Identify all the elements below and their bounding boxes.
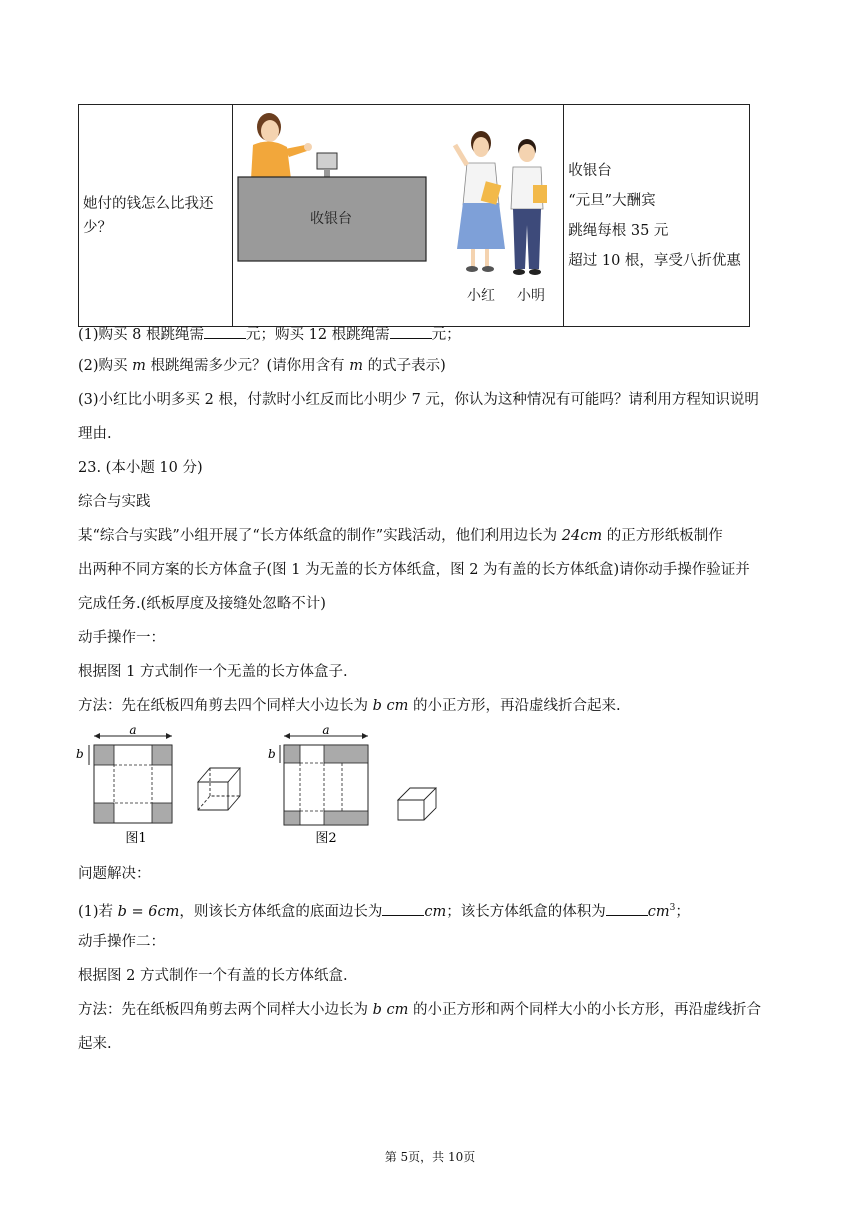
- xiaohong-label: 小红: [467, 288, 496, 304]
- fig2-caption: 图2: [315, 831, 337, 846]
- xiaohong-figure: [455, 131, 505, 272]
- sign-line: “元旦”大酬宾: [568, 192, 656, 209]
- register-icon: [317, 153, 337, 169]
- fig1-label-a: a: [129, 726, 137, 737]
- figure-1-net: [76, 726, 172, 846]
- shopping-scene-table: [78, 104, 750, 327]
- sign-line: 收银台: [568, 162, 612, 179]
- q22-part3-line1: (3)小红比小明多买 2 根，付款时小红反而比小明少 7 元，你认为这种情况有可能吗？请利用方程知识说明: [78, 392, 759, 408]
- answer-blank: [204, 324, 246, 339]
- scene-illustration-cell: [233, 105, 564, 327]
- op2-title: 动手操作二：: [78, 934, 165, 950]
- answer-blank: [382, 901, 424, 916]
- q23-topic: 综合与实践: [78, 494, 151, 510]
- solve-title: 问题解决：: [78, 866, 151, 882]
- box-net-figures: [72, 726, 472, 850]
- q23-intro-line1: 某“综合与实践”小组开展了“长方体纸盒的制作”实践活动，他们利用边长为 24cm 的正方形纸板制作: [78, 528, 723, 544]
- q22-part1: (1)购买 8 根跳绳需 元；购买 12 根跳绳需 元；: [78, 324, 461, 345]
- answer-blank: [606, 901, 648, 916]
- q22-part2: (2)购买 m 根跳绳需多少元？(请你用含有 m 的式子表示): [78, 358, 446, 374]
- op1-text: 根据图 1 方式制作一个无盖的长方体盒子.: [78, 664, 348, 680]
- op1-method: 方法：先在纸板四角剪去四个同样大小边长为 b cm 的小正方形，再沿虚线折合起来.: [78, 698, 621, 714]
- cashier-scene-illustration: [233, 105, 563, 315]
- fig1-label-b: b: [76, 747, 84, 761]
- op2-method-line2: 起来.: [78, 1036, 112, 1052]
- closed-box-sketch: [398, 788, 436, 820]
- fig2-label-b: b: [268, 747, 276, 761]
- op2-method-line1: 方法：先在纸板四角剪去两个同样大小边长为 b cm 的小正方形和两个同样大小的小长方形，再沿虚线折合: [78, 1002, 761, 1018]
- figure-2-net: [268, 726, 368, 846]
- op2-text: 根据图 2 方式制作一个有盖的长方体纸盒.: [78, 968, 348, 984]
- q22-part3-line2: 理由.: [78, 426, 112, 442]
- q23-intro-line3: 完成任务.(纸板厚度及接缝处忽略不计): [78, 596, 326, 612]
- solve-part1: (1)若 b = 6cm，则该长方体纸盒的底面边长为 cm；该长方体纸盒的体积为 $cm^3$；: [78, 898, 690, 922]
- xiaoming-figure: [511, 139, 547, 275]
- speech-text: 她付的钱怎么比我还少？: [83, 195, 214, 236]
- cashier-figure: [251, 113, 312, 179]
- counter-label: 收银台: [310, 211, 353, 227]
- fig1-caption: 图1: [125, 831, 147, 846]
- q23-intro-line2: 出两种不同方案的长方体盒子(图 1 为无盖的长方体纸盒，图 2 为有盖的长方体纸盒)请你动手操作验证并: [78, 562, 750, 578]
- fig2-label-a: a: [322, 726, 330, 737]
- promotion-sign-cell: [564, 105, 750, 327]
- answer-blank: [390, 324, 432, 339]
- speech-cell: [79, 105, 233, 327]
- sign-line: 跳绳每根 35 元: [568, 222, 669, 239]
- open-box-sketch: [198, 768, 240, 810]
- xiaoming-label: 小明: [517, 288, 546, 304]
- sign-line: 超过 10 根，享受八折优惠: [568, 252, 741, 269]
- q23-heading: 23. (本小题 10 分): [78, 460, 203, 476]
- page-footer: 第 5页，共 10页: [384, 1150, 476, 1164]
- op1-title: 动手操作一：: [78, 630, 165, 646]
